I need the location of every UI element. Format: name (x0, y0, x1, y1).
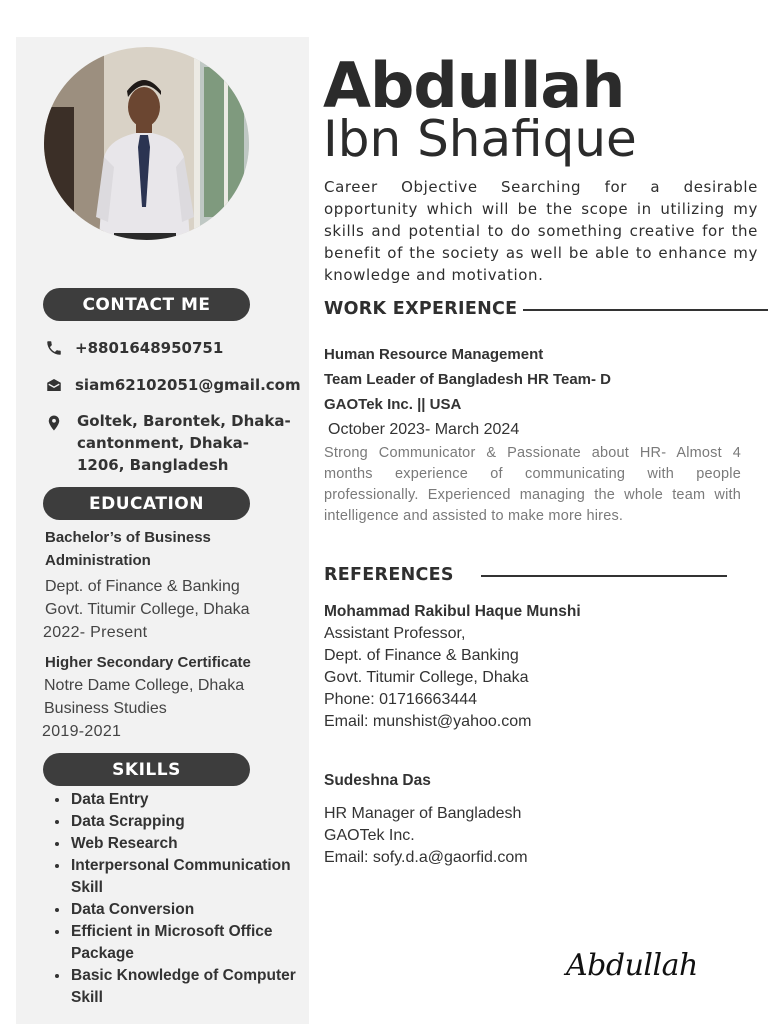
work-experience-heading: WORK EXPERIENCE (324, 299, 518, 319)
references-heading: REFERENCES (324, 565, 454, 585)
reference-line: Dept. of Finance & Banking (324, 647, 519, 664)
degree-title: Bachelor’s of Business (45, 529, 211, 546)
reference-email[interactable]: Email: munshist@yahoo.com (324, 713, 532, 730)
skill-item: • Web Research (70, 833, 310, 855)
work-description: Strong Communicator & Passionate about HR- Almost 4 months experience of communicating with people professionally. Experienced managing the whole team with intelligence and assisted to make more hires. (324, 445, 741, 524)
education-detail: Notre Dame College, Dhaka (44, 677, 245, 694)
contact-heading: CONTACT ME (43, 288, 250, 321)
education-detail: Business Studies (44, 700, 167, 717)
education-item-bachelor (45, 526, 250, 644)
work-company: GAOTek Inc. || USA (324, 396, 462, 413)
degree-title: Higher Secondary Certificate (45, 654, 251, 671)
career-objective: Career Objective Searching for a desirable opportunity which will be the scope in utilizing my skills and potential to do something creative for the benefit of the society as well be able to enhance my knowledge and motivation. (324, 178, 758, 284)
education-detail: Govt. Titumir College, Dhaka (45, 601, 250, 618)
degree-title: Administration (45, 552, 151, 569)
name-first: Abdullah (323, 49, 625, 122)
work-period: October 2023- March 2024 (328, 421, 520, 438)
reference-line: GAOTek Inc. (324, 827, 415, 844)
reference-item (324, 770, 528, 869)
skill-item: • Efficient in Microsoft Office Package (70, 921, 310, 965)
education-heading: EDUCATION (43, 487, 250, 520)
work-field: Human Resource Management (324, 346, 544, 363)
section-divider (523, 309, 768, 311)
skills-heading: SKILLS (43, 753, 250, 786)
reference-line: Phone: 01716663444 (324, 691, 478, 708)
phone-icon (45, 339, 63, 357)
section-divider (481, 575, 727, 577)
education-item-hsc (42, 651, 251, 743)
map-pin-icon (45, 414, 63, 432)
skill-item: • Data Scrapping (70, 811, 310, 833)
work-role: Team Leader of Bangladesh HR Team- D (324, 371, 612, 388)
signature: Abdullah (566, 948, 698, 983)
education-years: 2019-2021 (42, 723, 122, 740)
reference-line: Assistant Professor, (324, 625, 466, 642)
skill-item: • Data Entry (70, 789, 310, 811)
reference-item (324, 601, 581, 733)
reference-email[interactable]: Email: sofy.d.a@gaorfid.com (324, 849, 528, 866)
reference-line: HR Manager of Bangladesh (324, 805, 522, 822)
education-years: 2022- Present (43, 624, 148, 641)
reference-name: Mohammad Rakibul Haque Munshi (324, 603, 581, 620)
contact-email[interactable]: siam62102051@gmail.com (75, 376, 301, 394)
contact-address (77, 410, 291, 476)
envelope-icon (45, 376, 63, 394)
skills-list (52, 789, 310, 1009)
address-line: 1206, Bangladesh (77, 456, 229, 474)
profile-photo (44, 47, 249, 240)
skill-item: • Basic Knowledge of Computer Skill (70, 965, 310, 1009)
skill-item: • Interpersonal Communication Skill (70, 855, 310, 899)
contact-phone[interactable]: +8801648950751 (75, 339, 224, 357)
education-detail: Dept. of Finance & Banking (45, 578, 240, 595)
skill-item: • Data Conversion (70, 899, 310, 921)
address-line: Goltek, Barontek, Dhaka- (77, 412, 291, 430)
reference-line: Govt. Titumir College, Dhaka (324, 669, 529, 686)
address-line: cantonment, Dhaka- (77, 434, 249, 452)
reference-name: Sudeshna Das (324, 772, 431, 789)
work-experience-entry (324, 342, 611, 442)
name-last: Ibn Shafique (323, 110, 637, 168)
